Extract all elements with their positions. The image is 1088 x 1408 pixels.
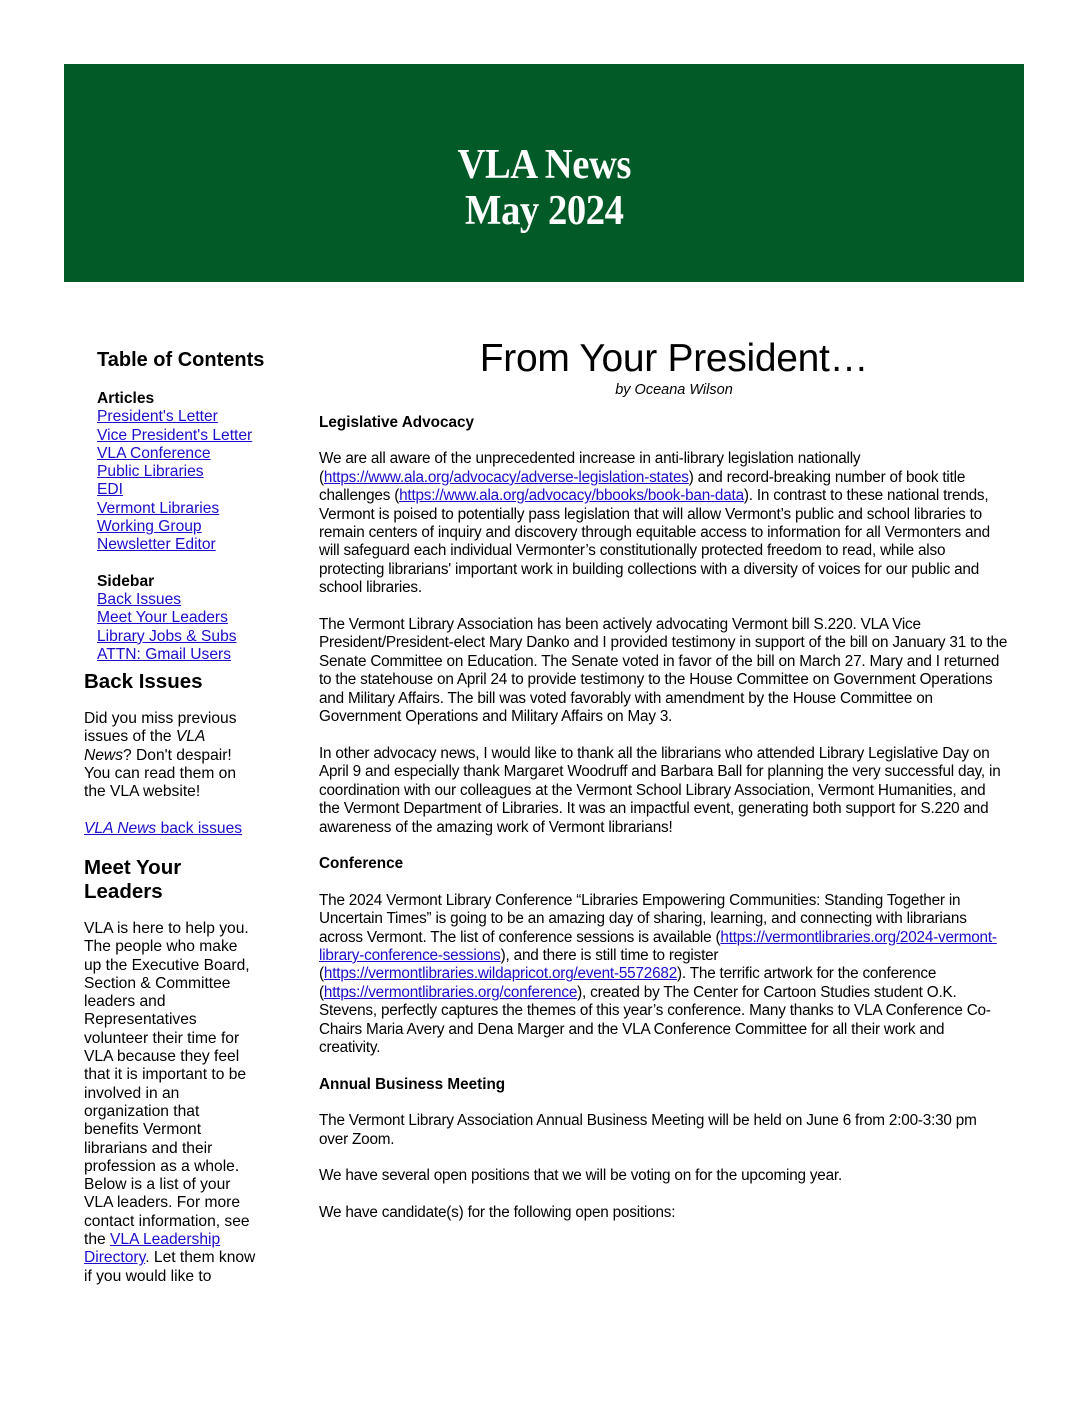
legislative-paragraph-3: In other advocacy news, I would like to thank all the librarians who attended Library Legislative Day on April 9 and especially thank Margaret Woodruff and Barbara Ball for planning the very successful day, in coordination with our colleagues at the Vermont School Library Association, Vermont Humanities, and the Vermont Department of Libraries. It was an impactful event, generating both support for S.220 and awareness of the amazing work of Vermont librarians! — [319, 744, 1001, 836]
newsletter-issue-date: May 2024 — [464, 188, 624, 234]
meet-leaders-text — [84, 920, 256, 1286]
section-heading-conference: Conference — [319, 855, 404, 873]
text-part: ), and there is still time to register ( — [319, 946, 719, 983]
legislative-paragraph-1 — [319, 450, 1009, 597]
meet-leaders-heading: Meet Your Leaders — [84, 855, 182, 903]
toc-link-meet-your-leaders[interactable]: Meet Your Leaders — [97, 609, 228, 627]
meet-leaders-text-part: VLA is here to help you. The people who make up the Executive Board, Section & Committee leaders and Representatives volunteer their time for VLA because they feel that it is important to be involved in an organization that benefits Vermont librarians and their profession as a whole. Below is a list of your VLA leaders. For more contact information, see the — [84, 919, 250, 1248]
toc-link-public-libraries[interactable]: Public Libraries — [97, 463, 204, 481]
conference-artwork-link[interactable]: https://vermontlibraries.org/conference — [323, 983, 578, 1001]
meeting-paragraph-1: The Vermont Library Association Annual Business Meeting will be held on June 6 from 2:00-3:30 pm over Zoom. — [319, 1112, 977, 1148]
sidebar — [84, 348, 284, 1304]
section-heading-legislative: Legislative Advocacy — [319, 414, 475, 431]
toc-link-vermont-libraries[interactable]: Vermont Libraries — [97, 499, 220, 517]
back-issues-link-text[interactable]: back issues — [156, 819, 243, 837]
meeting-paragraph-2: We have several open positions that we will be voting on for the upcoming year. — [319, 1167, 843, 1185]
meet-leaders-text-part: . Let them know if you would like to — [84, 1249, 256, 1285]
toc-articles-label: Articles — [97, 390, 155, 407]
toc-link-presidents-letter[interactable]: President's Letter — [97, 408, 218, 426]
adverse-legislation-link[interactable]: https://www.ala.org/advocacy/adverse-legislation-states — [323, 468, 689, 486]
toc-articles — [97, 390, 284, 555]
book-ban-data-link[interactable]: https://www.ala.org/advocacy/bbooks/book-ban-data — [399, 487, 744, 505]
toc-link-gmail-users[interactable]: ATTN: Gmail Users — [97, 645, 231, 663]
text-part: ). In contrast to these national trends, Vermont is poised to potentially pass legislation that will allow Vermont’s public and school libraries to remain centers of inquiry and discovery through equitable access to information for all Vermonters and will safeguard each individual Vermonter’s constitutionally protected freedom to read, while also protecting librarians' important work in building collections with a diversity of voices for our public and school libraries. — [319, 487, 990, 597]
article-president — [319, 336, 1009, 1241]
back-issues-text-italic: VLA News — [84, 728, 205, 764]
newsletter-banner — [64, 64, 1024, 282]
newsletter-title: VLA News — [457, 142, 631, 188]
back-issues-link-paragraph — [84, 820, 256, 838]
back-issues-text — [84, 710, 256, 801]
meeting-paragraph-3: We have candidate(s) for the following open positions: — [319, 1204, 676, 1222]
back-issues-text-part: Did you miss previous issues of the — [84, 710, 237, 746]
text-part: We are all aware of the unprecedented increase in anti-library legislation nationally ( — [319, 450, 861, 486]
back-issues-heading: Back Issues — [84, 670, 203, 694]
toc-link-vla-conference[interactable]: VLA Conference — [97, 444, 211, 462]
leadership-directory-link[interactable]: VLA Leadership Directory — [84, 1230, 221, 1267]
conference-register-link[interactable]: https://vermontlibraries.wildapricot.org/event-5572682 — [323, 965, 678, 983]
text-part: ), created by The Center for Cartoon Studies student O.K. Stevens, perfectly captures the themes of this year’s conference. Many thanks to VLA Conference Co-Chairs Maria Avery and Dena Marger and the VLA Conference Committee for all their work and creativity. — [319, 983, 991, 1056]
toc-link-newsletter-editor[interactable]: Newsletter Editor — [97, 536, 216, 554]
back-issues-link[interactable] — [84, 820, 242, 837]
toc-link-vice-presidents-letter[interactable]: Vice President's Letter — [97, 426, 253, 444]
back-issues-link-italic[interactable]: VLA News — [84, 819, 157, 837]
conference-paragraph — [319, 892, 1009, 1058]
toc-title: Table of Contents — [97, 349, 265, 371]
toc-link-library-jobs-subs[interactable]: Library Jobs & Subs — [97, 627, 237, 645]
toc-link-back-issues[interactable]: Back Issues — [97, 590, 182, 608]
toc-link-edi[interactable]: EDI — [97, 481, 123, 499]
text-part: ) and record-breaking number of book title challenges ( — [319, 468, 966, 505]
toc-link-working-group[interactable]: Working Group — [97, 518, 202, 536]
conference-sessions-link[interactable]: https://vermontlibraries.org/2024-vermont-library-conference-sessions — [319, 928, 997, 964]
text-part: ). The terrific artwork for the conference ( — [319, 965, 937, 1001]
toc-sidebar — [97, 573, 284, 664]
text-part: The 2024 Vermont Library Conference “Libraries Empowering Communities: Standing Together in Uncertain Times” is going to be an amazing day of sharing, learning, and connecting with librarians across Vermont. The list of conference sessions is available ( — [319, 891, 967, 946]
section-heading-meeting: Annual Business Meeting — [319, 1075, 506, 1093]
back-issues-text-part: ? Don't despair! You can read them on the VLA website! — [84, 746, 237, 801]
spacer — [84, 555, 284, 573]
article-title: From Your President… — [479, 337, 869, 380]
toc-sidebar-label: Sidebar — [97, 572, 155, 590]
article-byline: by Oceana Wilson — [615, 382, 733, 398]
legislative-paragraph-2: The Vermont Library Association has been actively advocating Vermont bill S.220. VLA Vice President/President-elect Mary Danko and I provided testimony in support of the bill on January 31 to the Senate Committee on Education. The Senate voted in favor of the bill on March 27. Mary and I returned to the statehouse on April 24 to provide testimony to the House Committee on Government Operations and Military Affairs. The bill was voted favorably with amendment by the House Committee on Government Operations and Military Affairs on May 3. — [319, 616, 1008, 726]
